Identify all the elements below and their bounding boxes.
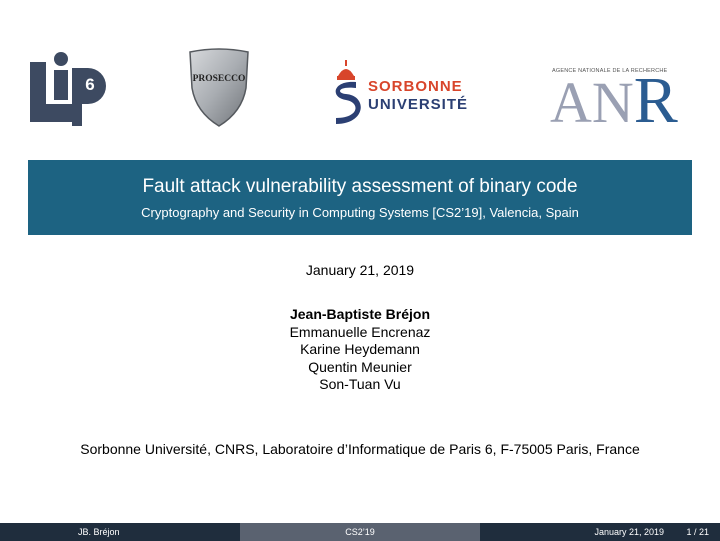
- lip6-logo-i-dot: [54, 52, 68, 66]
- lip6-logo: [30, 52, 106, 126]
- prosecco-label: PROSECCO: [192, 74, 246, 84]
- anr-logo: [548, 64, 698, 137]
- sorbonne-logo: [328, 60, 474, 130]
- author-item: Karine Heydemann: [300, 341, 420, 357]
- footer-author-segment: [0, 523, 240, 541]
- anr-letter-r: R: [633, 64, 678, 137]
- footer-title-segment: [240, 523, 480, 541]
- presentation-title: Fault attack vulnerability assessment of binary code: [142, 176, 578, 197]
- footer-author: JB. Bréjon: [78, 527, 120, 537]
- lip6-logo-digit: 6: [85, 75, 95, 94]
- lip6-logo-i-stem: [54, 70, 68, 100]
- footer-date-segment: [480, 523, 720, 541]
- prosecco-shield-icon: [186, 48, 252, 128]
- slide-footer: [0, 523, 720, 541]
- affiliation: Sorbonne Université, CNRS, Laboratoire d’Informatique de Paris 6, F-75005 Paris, France: [80, 441, 640, 457]
- lead-author: Jean-Baptiste Bréjon: [289, 306, 431, 322]
- footer-date: January 21, 2019: [594, 527, 664, 537]
- anr-tagline: AGENCE NATIONALE DE LA RECHERCHE: [552, 68, 668, 74]
- anr-letter-a: A: [550, 70, 592, 135]
- sorbonne-line2: UNIVERSITÉ: [368, 96, 469, 113]
- author-item: Quentin Meunier: [308, 358, 412, 375]
- sorbonne-dome-icon: [328, 60, 364, 126]
- author-list: [0, 306, 720, 394]
- presentation-subtitle: Cryptography and Security in Computing Systems [CS2’19], Valencia, Spain: [141, 205, 579, 220]
- title-banner: [28, 160, 692, 235]
- prosecco-logo: [186, 48, 252, 128]
- author-item: Emmanuelle Encrenaz: [289, 323, 431, 340]
- footer-page-number: 1 / 21: [686, 527, 709, 537]
- lip6-logo-l-foot: [30, 104, 72, 122]
- presentation-date: January 21, 2019: [305, 262, 415, 278]
- footer-short-title: CS2’19: [345, 527, 375, 537]
- author-item: Son-Tuan Vu: [319, 376, 401, 392]
- anr-letter-n: N: [591, 70, 634, 135]
- sorbonne-line1: SORBONNE: [368, 78, 463, 95]
